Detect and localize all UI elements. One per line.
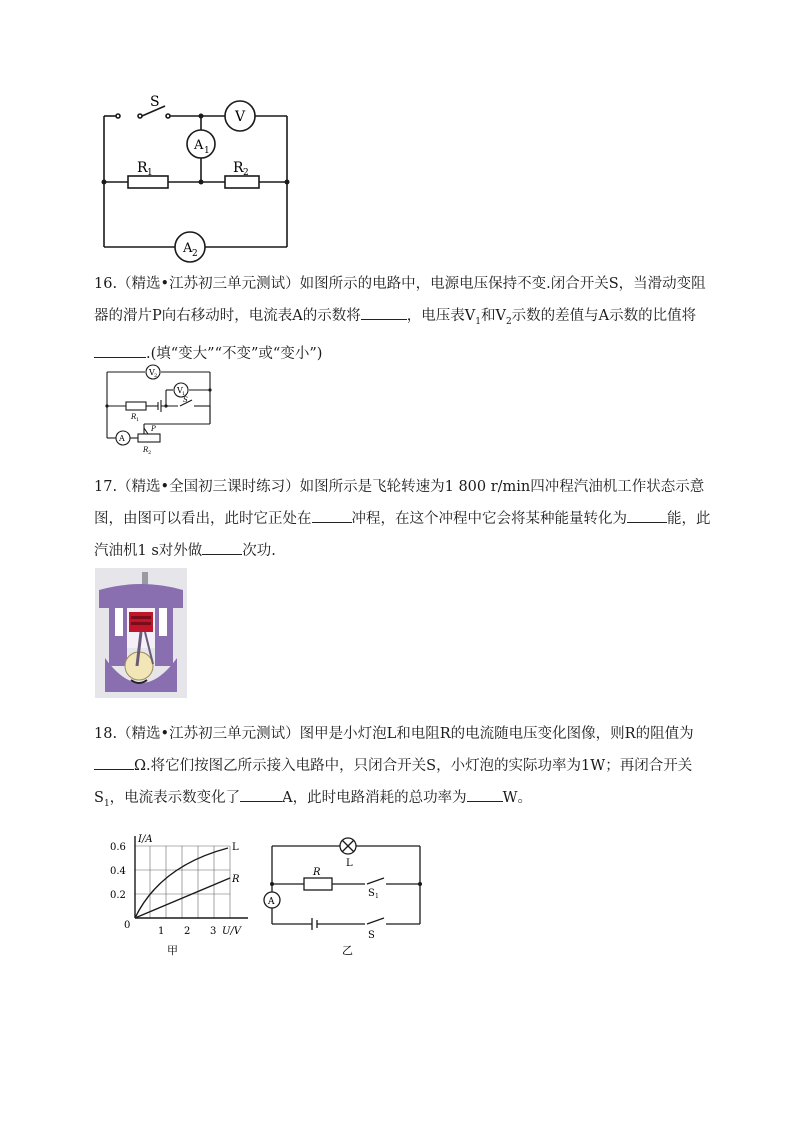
svg-text:R: R [143, 446, 149, 454]
answer-blank[interactable] [202, 540, 242, 555]
voltmeter-label: V [235, 109, 246, 125]
switch-s-label: S [150, 94, 160, 110]
ammeter-a1-label: A [194, 138, 204, 153]
svg-text:2: 2 [148, 450, 152, 456]
svg-text:L: L [232, 842, 239, 853]
svg-text:R: R [232, 874, 240, 885]
answer-blank[interactable] [361, 305, 407, 320]
svg-text:1: 1 [158, 926, 165, 937]
svg-text:0: 0 [124, 920, 131, 931]
svg-text:2: 2 [192, 249, 198, 259]
engine-illustration [95, 568, 187, 698]
svg-text:2: 2 [243, 168, 249, 178]
cylinder-head [99, 584, 183, 608]
svg-text:1: 1 [375, 893, 379, 900]
q15-circuit-diagram [95, 92, 295, 259]
svg-text:A: A [268, 897, 275, 907]
svg-text:R: R [131, 413, 137, 421]
q18-line-2: Ω.将它们按图乙所示接入电路中，只闭合开关S，小灯泡的实际功率为1W；再闭合开关 [94, 750, 714, 782]
svg-text:1: 1 [182, 391, 186, 397]
answer-blank[interactable] [627, 508, 667, 523]
q18-line-1: 18.（精选•江苏初三单元测试）图甲是小灯泡L和电阻R的电流随电压变化图像，则R的阻值为 [94, 726, 694, 742]
caption-jia: 甲 [167, 944, 178, 957]
circuit-yi [260, 830, 430, 960]
svg-text:I/A: I/A [138, 834, 153, 845]
q16-circuit-diagram [98, 364, 218, 458]
caption-yi: 乙 [342, 944, 353, 957]
svg-text:U/V: U/V [222, 926, 242, 937]
question-16 [94, 268, 714, 370]
answer-blank[interactable] [467, 787, 503, 802]
q16-line-1: 16.（精选•江苏初三单元测试）如图所示的电路中，电源电压保持不变.闭合开关S，当滑动变阻 [94, 276, 706, 292]
answer-blank[interactable] [312, 508, 352, 523]
answer-blank[interactable] [240, 787, 282, 802]
resistor-r2-label: R [233, 160, 244, 176]
svg-text:P: P [151, 425, 156, 433]
svg-text:A: A [119, 434, 125, 443]
q16-line-3: .(填“变大”“不变”或“变小”) [94, 338, 714, 370]
svg-text:0.2: 0.2 [110, 890, 126, 901]
resistor-r1-label: R [137, 160, 148, 176]
q18-line-3: $S_1$，电流表示数变化了 A，此时电路消耗的总功率为 W。 [94, 782, 714, 820]
svg-text:3: 3 [210, 926, 217, 937]
svg-text:0.6: 0.6 [110, 842, 126, 853]
answer-blank[interactable] [94, 755, 134, 770]
ammeter-a2-label: A [183, 241, 193, 256]
q17-line-1: 17.（精选•全国初三课时练习）如图所示是飞轮转速为1 800 r/min四冲程汽油机工作状态示意 [94, 479, 705, 495]
svg-text:R: R [313, 867, 321, 878]
svg-text:S: S [368, 930, 375, 941]
svg-text:1: 1 [147, 168, 153, 178]
svg-text:S: S [368, 888, 375, 899]
iu-graph-jia [110, 830, 260, 960]
question-18 [94, 718, 714, 820]
line-r [135, 878, 230, 918]
svg-text:L: L [346, 858, 353, 869]
question-17 [94, 471, 714, 567]
q17-line-3: 汽油机1 s对外做 次功. [94, 535, 714, 567]
svg-text:0.4: 0.4 [110, 866, 126, 877]
svg-text:1: 1 [136, 417, 140, 423]
svg-text:V: V [177, 386, 183, 395]
svg-text:S: S [183, 396, 188, 404]
answer-blank[interactable] [94, 343, 146, 358]
svg-text:2: 2 [154, 373, 158, 379]
q17-line-2: 图，由图可以看出，此时它正处在 冲程，在这个冲程中它会将某种能量转化为 能，此 [94, 503, 714, 535]
q16-line-2: 器的滑片P向右移动时，电流表A的示数将 ，电压表$V_1$和$V_2$示数的差值与A示数的比值将 [94, 300, 714, 338]
svg-text:1: 1 [204, 146, 210, 156]
svg-text:V: V [149, 368, 155, 377]
svg-text:2: 2 [184, 926, 191, 937]
